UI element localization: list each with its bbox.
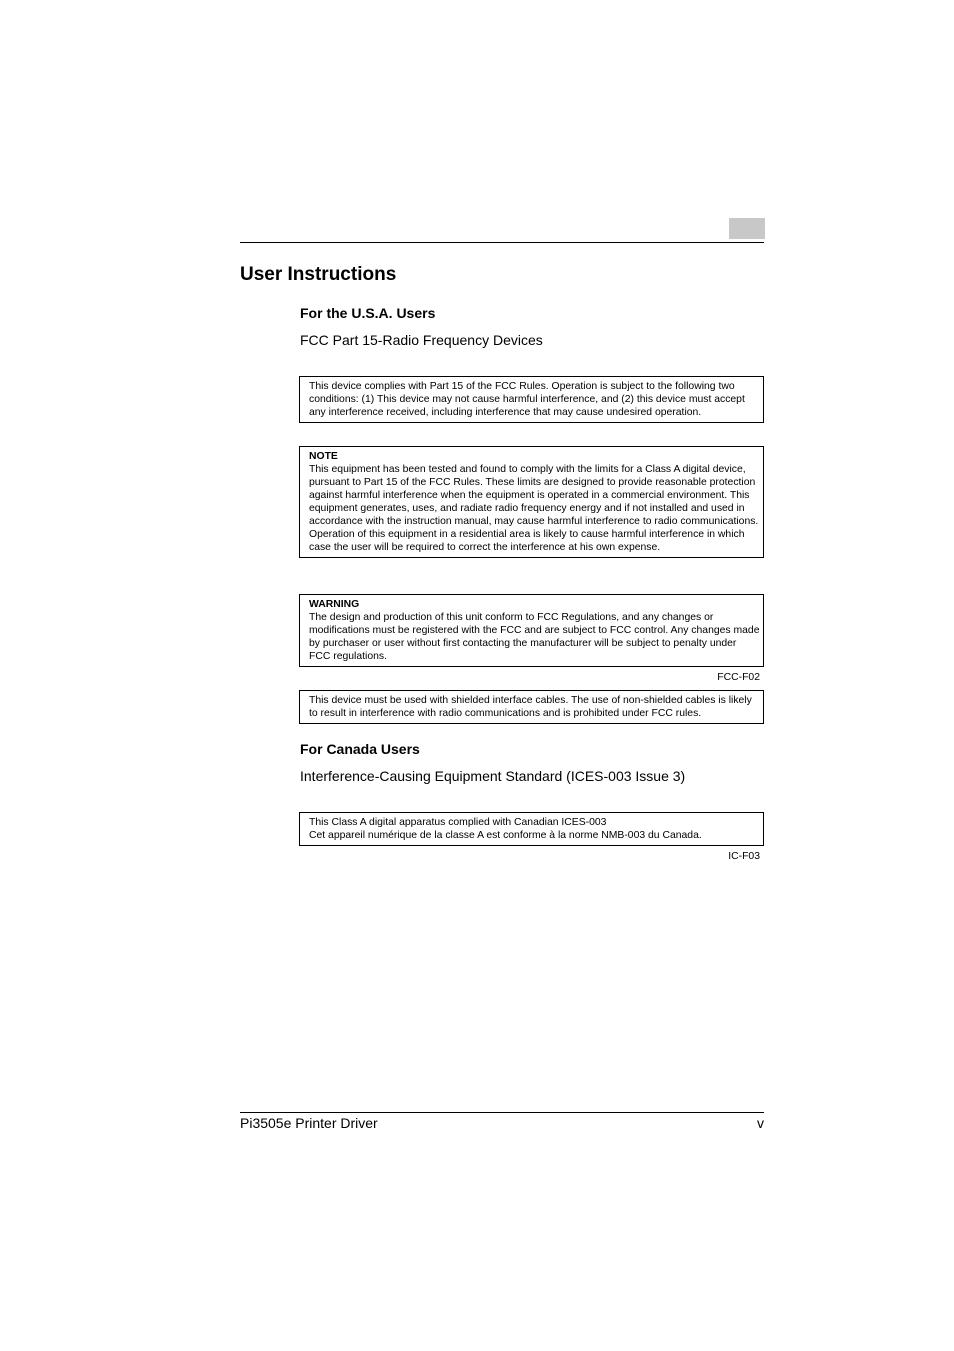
- note-body: This equipment has been tested and found to comply with the limits for a Class A digital device, pursuant to Part 15 of the FCC Rules. These limits are designed to provide reasonable protection against harmful interference when the equipment is operated in a commercial environment. This equipment generates, uses, and radiate radio frequency energy and if not installed and used in accordance with the instruction manual, may cause harmful interference to radio communications.: [309, 464, 759, 527]
- cables-text: This device must be used with shielded interface cables. The use of non-shielded cables is likely to result in interference with radio communications and is prohibited under FCC rules.: [309, 695, 752, 719]
- canada-intro: Interference-Causing Equipment Standard (ICES-003 Issue 3): [300, 768, 686, 784]
- header-rule: [240, 242, 764, 243]
- warning-body: The design and production of this unit conform to FCC Regulations, and any changes or modifications must be registered with the FCC and are subject to FCC control. Any changes made by purchaser or user without first contacting the manufacturer will be subject to penalty under FCC regulations.: [309, 612, 760, 662]
- page-number: v: [757, 1115, 764, 1131]
- fcc-compliance-text: This device complies with Part 15 of the FCC Rules. Operation is subject to the following two conditions: (1) This device may not cause harmful interference, and (2) this device must accept any interference received, including interference that may cause undesired operation.: [309, 381, 745, 418]
- footer-title: Pi3505e Printer Driver: [240, 1115, 378, 1131]
- fcc-compliance-box: [299, 376, 764, 423]
- usa-heading: For the U.S.A. Users: [300, 305, 436, 321]
- canada-heading: For Canada Users: [300, 741, 420, 757]
- warning-box: [299, 594, 764, 667]
- note-heading: NOTE: [309, 451, 338, 462]
- warning-heading: WARNING: [309, 599, 360, 610]
- fcc-code: FCC-F02: [717, 672, 760, 683]
- canada-line-1: This Class A digital apparatus complied with Canadian ICES-003: [309, 817, 607, 828]
- chapter-tab: [729, 218, 765, 239]
- canada-line-2: Cet appareil numérique de la classe A est conforme à la norme NMB-003 du Canada.: [309, 830, 702, 841]
- note-body-2: Operation of this equipment in a residential area is likely to cause harmful interference in which case the user will be required to correct the interference at his own expense.: [309, 529, 745, 553]
- footer-rule: [240, 1112, 764, 1113]
- page-title: User Instructions: [240, 264, 397, 285]
- ic-code: IC-F03: [728, 851, 760, 862]
- usa-intro: FCC Part 15-Radio Frequency Devices: [300, 332, 543, 348]
- note-box: [299, 446, 764, 558]
- canada-box: [299, 812, 764, 846]
- cables-box: [299, 690, 764, 724]
